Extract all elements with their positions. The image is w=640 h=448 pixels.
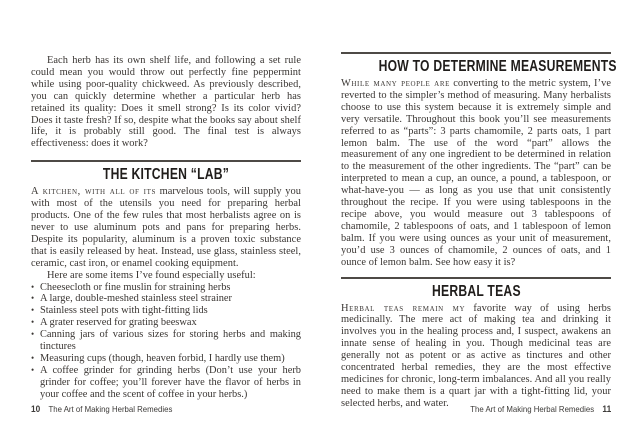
- herbal-teas-paragraph: [341, 303, 611, 410]
- page-number: 10: [31, 404, 41, 414]
- bullet-icon: •: [31, 329, 35, 340]
- list-item-text: Measuring cups (though, heaven forbid, I hardly use them): [40, 352, 285, 364]
- measurements-lead-in: While many people are: [341, 78, 450, 89]
- list-item: [31, 293, 301, 305]
- list-item-text: A large, double-meshed stainless steel strainer: [40, 293, 232, 305]
- herbal-teas-heading-row: [341, 282, 611, 301]
- kitchen-lab-heading-row: [31, 165, 301, 184]
- running-title: The Art of Making Herbal Remedies: [470, 404, 594, 414]
- list-item-text: Canning jars of various sizes for storing herbs and making tinctures: [40, 329, 301, 353]
- kitchen-lab-heading: THE KITCHEN “LAB”: [102, 166, 230, 184]
- list-item-text: Cheesecloth or fine muslin for straining herbs: [40, 281, 231, 293]
- measurements-paragraph: [341, 78, 611, 269]
- bullet-icon: •: [31, 364, 35, 375]
- measurements-heading-row: [341, 57, 617, 76]
- page-left: [31, 0, 301, 448]
- bullet-icon: •: [31, 281, 35, 292]
- kitchen-lab-paragraph: [31, 186, 301, 269]
- section-rule: [31, 160, 301, 162]
- list-item-text: Stainless steel pots with tight-fitting lids: [40, 305, 208, 317]
- list-item-text: A grater reserved for grating beeswax: [40, 317, 197, 329]
- items-intro: Here are some items I’ve found especially useful:: [47, 269, 256, 281]
- measurements-heading: HOW TO DETERMINE MEASUREMENTS: [378, 58, 617, 75]
- section-rule: [341, 277, 611, 279]
- shelf-life-paragraph: Each herb has its own shelf life, and following a set rule could mean you would throw out perfectly fine peppermint while using poor-quality chickweed. As previously described, you can quickly determine whether a particular herb has retained its quality: Does it smell strong? Is its color vivid? Does it taste fresh? If so, despite what the books say about shelf life, it is probably still good. The final test is always effectiveness: does it work?: [31, 55, 301, 150]
- herbal-teas-heading: HERBAL TEAS: [431, 282, 521, 300]
- page-right: [341, 0, 617, 448]
- list-item-text: A coffee grinder for grinding herbs (Don’t use your herb grinder for coffee; you’ll forever have the flavor of herbs in your coffee and the scent of coffee in your herbs.): [40, 364, 301, 400]
- bullet-icon: •: [31, 293, 35, 304]
- kitchen-lab-lead-in: A kitchen, with all of its: [31, 186, 156, 198]
- herbal-teas-body: favorite way of using herbs medicinally. The mere act of making tea and drinking it involves you in the healing process and, I suspect, awakens an innate sense of healing in you. Though medicinal teas are generally not as potent or as active as tinctures and other concentrated herbal remedies, they are the most effective medicines for chronic, long-term imbalances. And all you really need to make them is a quart jar with a tight-fitting lid, your selected herbs, and water.: [341, 302, 611, 409]
- section-rule: [341, 52, 611, 54]
- list-item: [31, 329, 301, 353]
- equipment-list: [31, 282, 301, 401]
- list-item: [31, 282, 301, 294]
- page-footer-right: [458, 404, 611, 414]
- measurements-body: converting to the metric system, I’ve reverted to the simpler’s method of measuring. Many herbalists choose to use this system because it is extremely simple and very versatile. Throughout this book you’ll see measurements referred to as “parts”: 3 parts chamomile, 2 parts oats, 1 part lemon balm. The use of the word “part” allows the measurement of any one ingredient to be determined in relation to the measurement of the other ingredients. The “part” can be interpreted to mean a cup, an ounce, a pound, a tablespoon, or what-have-you — as long as you use that unit consistently throughout the recipe. If you were using tablespoons in the recipe above, you would measure out 3 tablespoons of chamomile, 2 tablespoons of oats, and 1 tablespoon of lemon balm. If you were using ounces as your unit of measurement, you’d use 3 ounces of chamomile, 2 ounces of oats, and 1 ounce of lemon balm. See how easy it is?: [341, 78, 611, 268]
- herbal-teas-lead-in: Herbal teas remain my: [341, 302, 466, 314]
- bullet-icon: •: [31, 317, 35, 328]
- list-item: [31, 365, 301, 401]
- list-item: [31, 305, 301, 317]
- running-title: The Art of Making Herbal Remedies: [48, 404, 173, 414]
- list-item: [31, 353, 301, 365]
- kitchen-lab-body: marvelous tools, will supply you with most of the utensils you need for preparing herbal products. One of the few rules that most herbalists agree on is never to use aluminum pots and pans for preparing herbs. Despite its popularity, aluminum is a proven toxic substance that is easily released by heat. Instead, use glass, stainless steel, ceramic, cast iron, or enamel cooking equipment.: [31, 186, 301, 269]
- list-item: [31, 317, 301, 329]
- bullet-icon: •: [31, 305, 35, 316]
- bullet-icon: •: [31, 352, 35, 363]
- page-number: 11: [602, 404, 611, 414]
- page-footer-left: [31, 404, 185, 414]
